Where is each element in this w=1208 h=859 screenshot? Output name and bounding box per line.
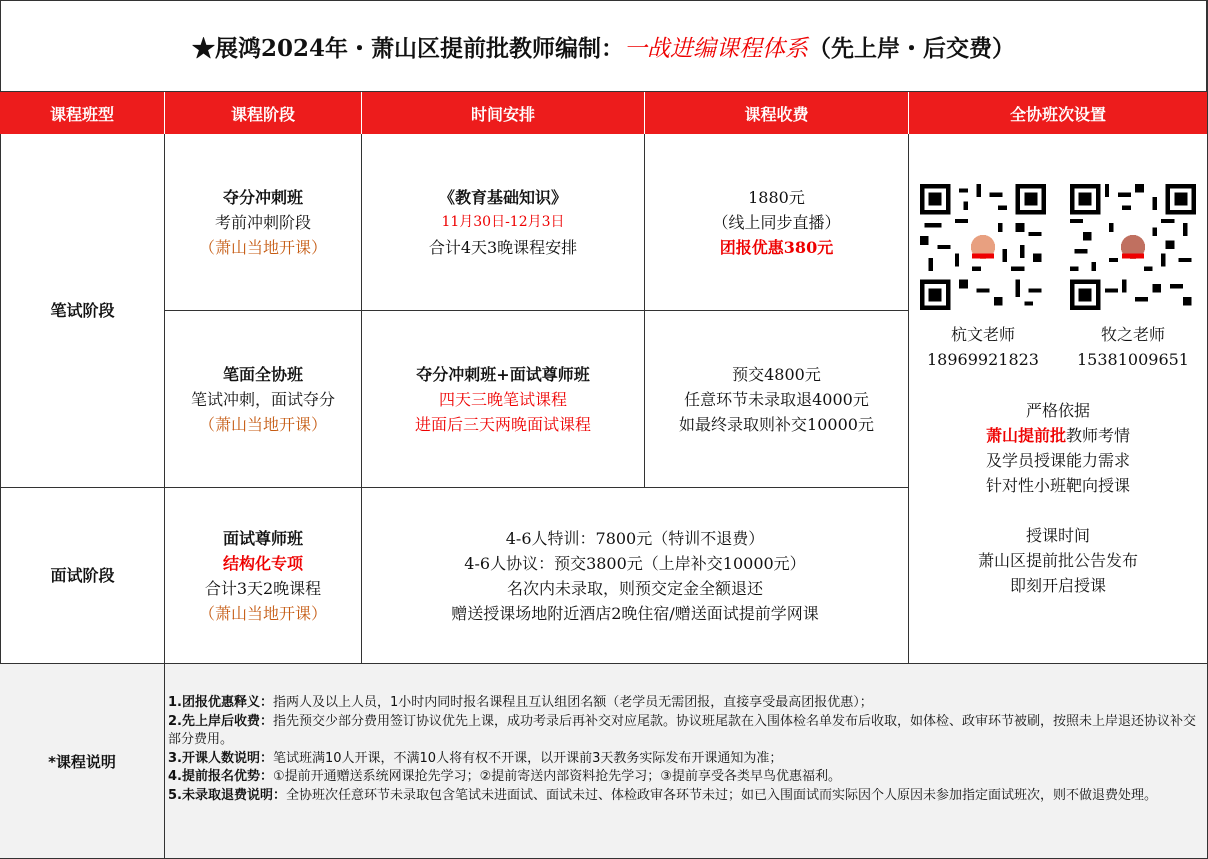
full-class-panel: [909, 134, 1207, 663]
title-highlight: 一战进编课程体系: [624, 35, 808, 62]
note-item: 3.开课人数说明：笔试班满10人开课，不满10人将有权不开课，以开课前3天教务实际发布开课通知为准；: [168, 750, 783, 766]
header-class-type: 课程班型: [0, 92, 165, 134]
header-stage: 课程阶段: [165, 92, 362, 134]
stage-written: 笔试阶段: [0, 134, 165, 488]
schedule-block: 授课时间 萧山区提前批公告发布 即刻开启授课: [977, 526, 1138, 595]
row3-info: 4-6人特训：7800元（特训不退费） 4-6人协议：预交3800元（上岸补交10000元） 名次内未录取，则预交定金全额退还 赠送授课场地附近酒店2晚住宿/赠送面试提前学网课: [362, 488, 909, 663]
header-schedule: 时间安排: [362, 92, 645, 134]
row3-phase: 面试尊师班 结构化专项 合计3天2晚课程 （萧山当地开课）: [165, 488, 362, 663]
row2-fee: 预交4800元 任意环节未录取退4000元 如最终录取则补交10000元: [645, 311, 909, 488]
note-item: 5.未录取退费说明：全协班次任意环节未录取包含笔试未进面试、面试未过、体检政审各环节未过；如已入围面试而实际因个人原因未参加指定面试班次，则不做退费处理。: [168, 787, 1157, 803]
teacher-card: 杭文老师 18969921823: [914, 184, 1052, 372]
note-item: 1.团报优惠释义：指两人及以上人员，1小时内同时报名课程且互认组团名额（老学员无需团报，直接享受最高团报优惠）；: [168, 695, 873, 710]
row2-time: 夺分冲刺班+面试尊师班 四天三晚笔试课程 进面后三天两晚面试课程: [362, 311, 645, 488]
notes-label: *课程说明: [0, 663, 165, 858]
row1-phase: 夺分冲刺班 考前冲刺阶段 （萧山当地开课）: [165, 134, 362, 311]
qr-code-icon[interactable]: [920, 184, 1046, 310]
basis-block: 严格依据 萧山提前批教师考情 及学员授课能力需求 针对性小班靶向授课: [985, 401, 1131, 495]
note-item: 4.提前报名优势：①提前开通赠送系统网课抢先学习；②提前寄送内部资料抢先学习；③提前享受各类早鸟优惠福利。: [168, 769, 841, 784]
course-notes: [165, 663, 1207, 858]
qr-row: [914, 184, 1202, 372]
header-fee: 课程收费: [645, 92, 909, 134]
stage-interview: 面试阶段: [0, 488, 165, 663]
header-full-class: 全协班次设置: [909, 92, 1207, 134]
row2-phase: 笔面全协班 笔试冲刺，面试夺分 （萧山当地开课）: [165, 311, 362, 488]
qr-code-icon[interactable]: [1070, 184, 1196, 310]
page-title: ★展鸿2024年・萧山区提前批教师编制： 一战进编课程体系 （先上岸・后交费）: [0, 0, 1207, 92]
teacher-card: 牧之老师 15381009651: [1064, 184, 1202, 372]
note-item: 2.先上岸后收费：指先预交少部分费用签订协议优先上课，成功考录后再补交对应尾款。协议班尾款在入围体检名单发布后收取，如体检、政审环节被刷，按照未上岸退还协议补交部分费用。: [168, 713, 1196, 747]
row1-time: 《教育基础知识》 11月30日-12月3日 合计4天3晚课程安排: [362, 134, 645, 311]
row1-fee: 1880元 （线上同步直播） 团报优惠380元: [645, 134, 909, 311]
